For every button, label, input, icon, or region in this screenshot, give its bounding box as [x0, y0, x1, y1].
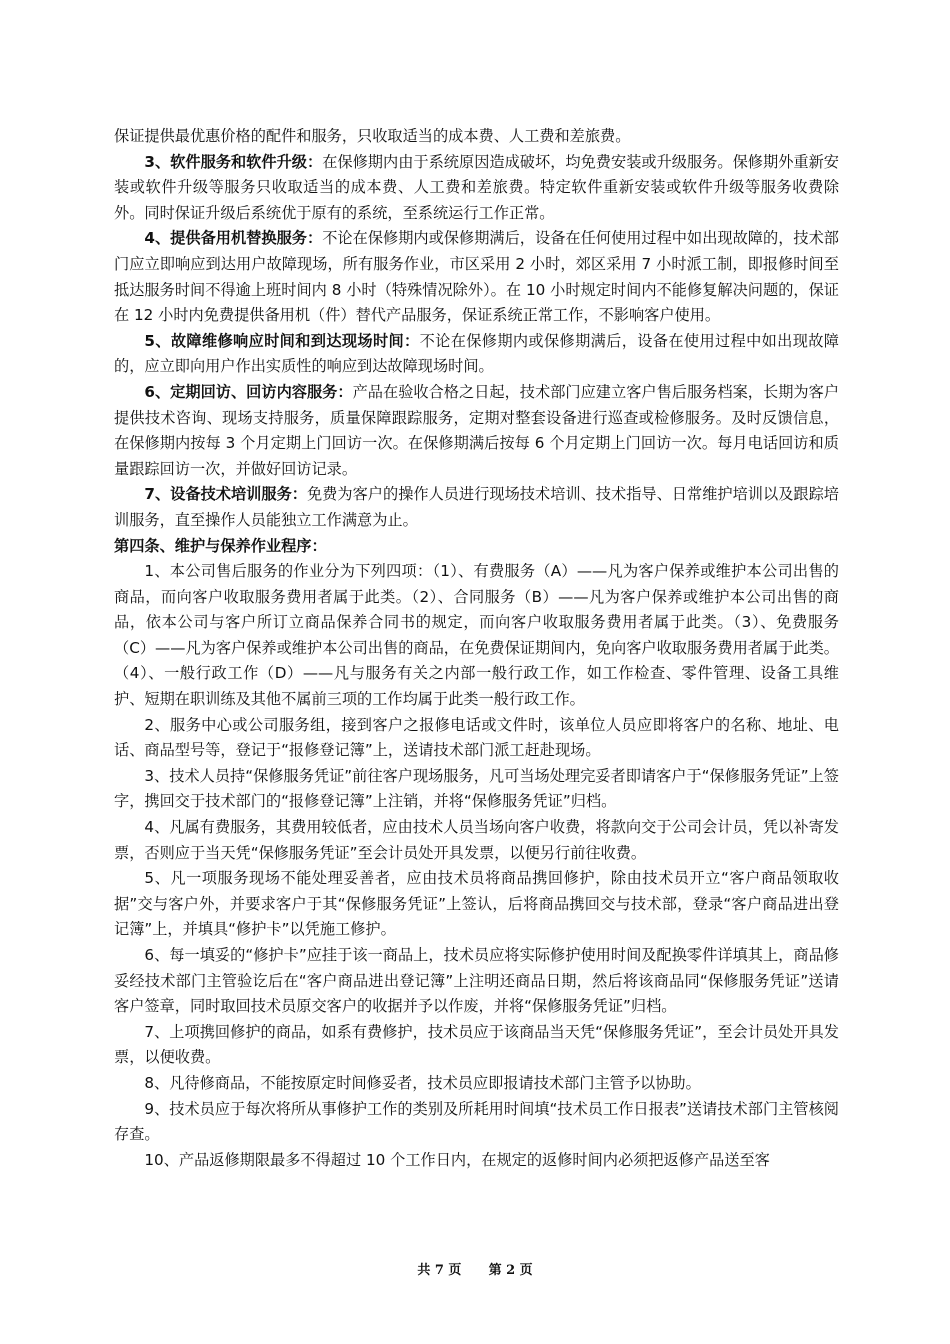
paragraph-1 — [114, 150, 839, 227]
section-heading — [114, 534, 839, 560]
paragraph-text: 10、产品返修期限最多不得超过 10 个工作日内，在规定的返修时间内必须把返修产品送至客 — [144, 1150, 770, 1169]
paragraph-text: 7、上项携回修护的商品，如系有费修护，技术员应于该商品当天凭“保修服务凭证”，至会计员处开具发票，以便收费。 — [114, 1022, 839, 1067]
paragraph-lead: 3、软件服务和软件升级： — [144, 152, 323, 171]
paragraph-12 — [114, 943, 839, 1020]
paragraph-text: 2、服务中心或公司服务组，接到客户之报修电话或文件时，该单位人员应即将客户的名称、地址、电话、商品型号等，登记于“报修登记簿”上，送请技术部门派工赶赴现场。 — [114, 715, 839, 760]
paragraph-lead: 4、提供备用机替换服务： — [144, 229, 323, 248]
paragraph-lead: 6、定期回访、回访内容服务： — [144, 382, 353, 401]
paragraph-text: 产品在验收合格之日起，技术部门应建立客户售后服务档案，长期为客户提供技术咨询、现场支持服务，质量保障跟踪服务，定期对整套设备进行巡查或检修服务。及时反馈信息，在保修期内按每 3 个月定期上门回访一次。在保修期满后按每 6 个月定期上门回访一次。每月电话回访和质量跟踪回访一次，并做好回访记录。 — [114, 382, 840, 478]
current-page: 第 2 页 — [488, 1263, 533, 1278]
paragraph-4 — [114, 380, 839, 482]
total-pages: 共 7 页 — [417, 1263, 462, 1278]
paragraph-16 — [114, 1148, 839, 1174]
paragraph-2 — [114, 226, 839, 328]
page-footer — [0, 1259, 950, 1278]
paragraph-5 — [114, 482, 839, 533]
paragraph-10 — [114, 815, 839, 866]
paragraph-text: 不论在保修期内或保修期满后，设备在任何使用过程中如出现故障的，技术部门应立即响应到达用户故障现场，所有服务作业，市区采用 2 小时，郊区采用 7 小时派工制，即报修时间至抵达服务时间不得逾上班时间内 8 小时（特殊情况除外）。在 10 小时规定时间内不能修复解决问题的，保证在 12 小时内免费提供备用机（件）替代产品服务，保证系统正常工作，不影响客户使用。 — [114, 229, 839, 325]
paragraph-text: 在保修期内由于系统原因造成破坏，均免费安装或升级服务。保修期外重新安装或软件升级等服务只收取适当的成本费、人工费和差旅费。特定软件重新安装或软件升级等服务收费除外。同时保证升级后系统优于原有的系统，至系统运行工作正常。 — [114, 152, 839, 222]
paragraph-text: 不论在保修期内或保修期满后，设备在使用过程中如出现故障的，应立即向用户作出实质性的响应到达故障现场时间。 — [114, 331, 839, 376]
paragraph-text: 6、每一填妥的“修护卡”应挂于该一商品上，技术员应将实际修护使用时间及配换零件详填其上，商品修妥经技术部门主管验讫后在“客户商品进出登记簿”上注明还商品日期，然后将该商品同“保修服务凭证”送请客户签章，同时取回技术员原交客户的收据并予以作废，并将“保修服务凭证”归档。 — [114, 946, 839, 1016]
paragraph-text: 9、技术员应于每次将所从事修护工作的类别及所耗用时间填“技术员工作日报表”送请技术部门主管核阅存查。 — [114, 1099, 839, 1144]
paragraph-0 — [114, 124, 839, 150]
paragraph-text: 8、凡待修商品，不能按原定时间修妥者，技术员应即报请技术部门主管予以协助。 — [144, 1073, 701, 1092]
paragraph-9 — [114, 764, 839, 815]
paragraph-text: 3、技术人员持“保修服务凭证”前往客户现场服务，凡可当场处理完妥者即请客户于“保修服务凭证”上签字，携回交于技术部门的“报修登记簿”上注销，并将“保修服务凭证”归档。 — [114, 766, 839, 811]
paragraph-14 — [114, 1071, 839, 1097]
document-body — [114, 124, 839, 1173]
paragraph-text: 5、凡一项服务现场不能处理妥善者，应由技术员将商品携回修护，除由技术员开立“客户商品领取收据”交与客户外，并要求客户于其“保修服务凭证”上签认，后将商品携回交与技术部，登录“客户商品进出登记簿”上，并填具“修护卡”以凭施工修护。 — [114, 869, 839, 939]
paragraph-8 — [114, 713, 839, 764]
paragraph-text: 4、凡属有费服务，其费用较低者，应由技术人员当场向客户收费，将款向交于公司会计员，凭以补寄发票，否则应于当天凭“保修服务凭证”至会计员处开具发票，以便另行前往收费。 — [114, 818, 839, 862]
paragraph-lead: 7、设备技术培训服务： — [144, 485, 307, 504]
paragraph-text: 1、本公司售后服务的作业分为下列四项：（1）、有费服务（A）——凡为客户保养或维护本公司出售的商品，而向客户收取服务费用者属于此类。（2）、合同服务（B）——凡为客户保养或维护本公司出售的商品，依本公司与客户所订立商品保养合同书的规定，而向客户收取服务费用者属于此类。（3）、免费服务（C）——凡为客户保养或维护本公司出售的商品，在免费保证期间内，免向客户收取服务费用者属于此类。（4）、一般行政工作（D）——凡与服务有关之内部一般行政工作，如工作检查、零件管理、设备工具维护、短期在职训练及其他不属前三项的工作均属于此类一般行政工作。 — [114, 562, 839, 709]
paragraph-3 — [114, 329, 839, 380]
paragraph-lead: 5、故障维修响应时间和到达现场时间： — [144, 331, 420, 350]
paragraph-11 — [114, 866, 839, 943]
section-heading-text: 第四条、维护与保养作业程序： — [114, 536, 327, 555]
paragraph-7 — [114, 559, 839, 713]
paragraph-text: 免费为客户的操作人员进行现场技术培训、技术指导、日常维护培训以及跟踪培训服务，直至操作人员能独立工作满意为止。 — [114, 485, 839, 529]
paragraph-15 — [114, 1097, 839, 1148]
paragraph-13 — [114, 1020, 839, 1071]
paragraph-text: 保证提供最优惠价格的配件和服务，只收取适当的成本费、人工费和差旅费。 — [114, 127, 631, 145]
